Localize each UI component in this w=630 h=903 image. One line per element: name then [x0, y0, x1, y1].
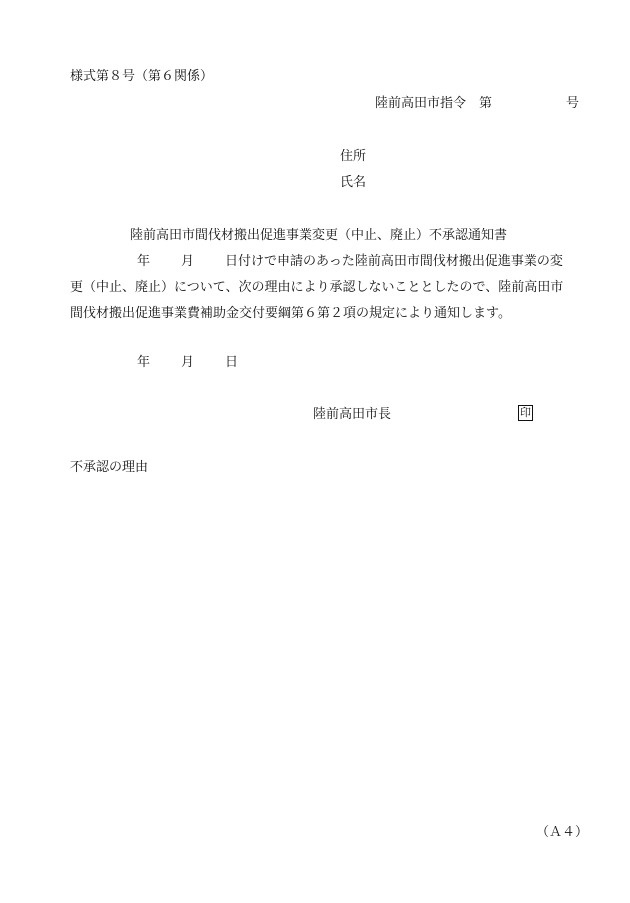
date-year: 年 [137, 355, 151, 370]
date-month: 月 [181, 355, 195, 370]
address-label: 住所 [340, 149, 367, 164]
seal-stamp: 印 [520, 406, 531, 419]
date-day: 日 [225, 355, 239, 370]
body-month: 月 [181, 254, 195, 269]
notice-body [70, 249, 580, 327]
reason-label: 不承認の理由 [70, 460, 149, 475]
body-line-2: 更（中止、廃止）について、次の理由により承認しないこととしたので、陸前高田市 [70, 280, 564, 295]
body-line-3: 間伐材搬出促進事業費補助金交付要綱第６第２項の規定により通知します。 [70, 306, 511, 321]
paper-size-label: （Ａ４） [536, 825, 589, 840]
body-line-1-text: 日付けで申請のあった陸前高田市間伐材搬出促進事業の変 [225, 254, 563, 269]
body-line-1 [70, 249, 580, 275]
form-number: 様式第８号（第６関係） [70, 69, 214, 84]
notice-title: 陸前高田市間伐材搬出促進事業変更（中止、廃止）不承認通知書 [130, 228, 508, 243]
issue-date [137, 356, 238, 369]
name-label: 氏名 [340, 175, 367, 190]
reference-suffix: 号 [566, 96, 580, 111]
body-year: 年 [137, 254, 151, 269]
reference-number-line [375, 97, 579, 110]
issuer-name: 陸前高田市長 [313, 407, 392, 422]
reference-prefix: 陸前高田市指令 第 [375, 96, 493, 111]
